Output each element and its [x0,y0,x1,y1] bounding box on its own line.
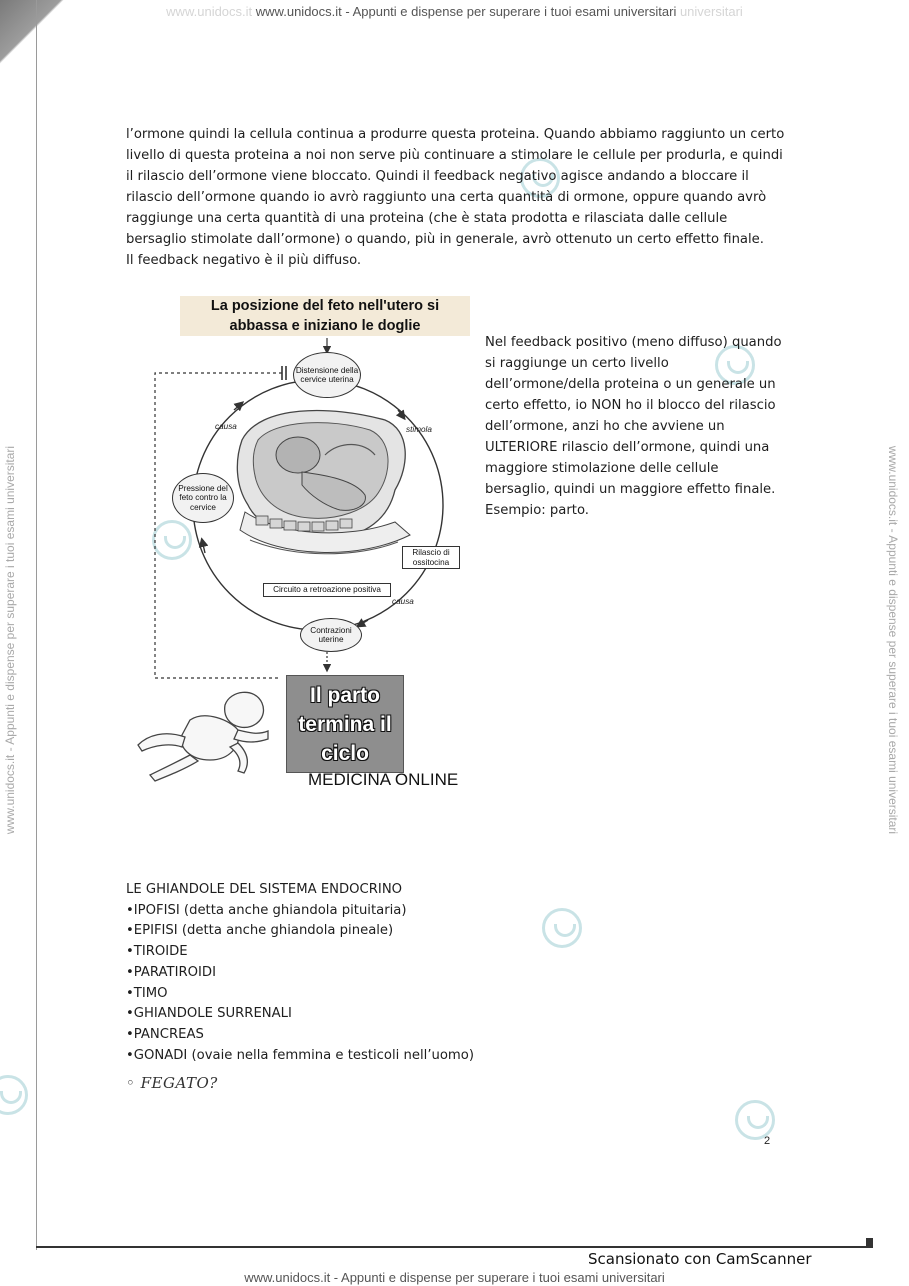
watermark-ghost-left: www.unidocs.it [166,4,253,19]
node-oxytocin-release: Rilascio di ossitocina [402,546,460,569]
gland-item: •PANCREAS [126,1026,204,1042]
label-causa-right: causa [392,597,414,606]
endocrine-glands-section [126,880,626,1066]
paragraph-feedback-positive: Nel feedback positivo (meno diffuso) quando si raggiunge un certo livello dell’ormone/della proteina o un generale un certo effetto, io NON ho il blocco del rilascio dell’ormone, anzi ho che avviene un ULTERIORE rilascio dell’ormone, quindi una maggiore stimolazione delle cellule bersaglio, quindi un maggiore effetto finale. Esempio: parto. [485,335,782,518]
paragraph-negative-most-common: Il feedback negativo è il più diffuso. [126,253,362,268]
scan-edge-line [36,0,37,1250]
label-causa-left: causa [215,422,237,431]
page-number: 2 [764,1135,771,1147]
glands-heading: LE GHIANDOLE DEL SISTEMA ENDOCRINO [126,882,403,897]
gland-item: •EPIFISI (detta anche ghiandola pineale) [126,923,394,939]
watermark-right: www.unidocs.it - Appunti e dispense per superare i tuoi esami universitari [886,445,900,835]
node-fetal-pressure: Pressione del feto contro la cervice [172,473,234,523]
scanner-credit: Scansionato con CamScanner [588,1250,812,1268]
newborn-baby-illustration [130,675,280,785]
watermark-bottom-text: www.unidocs.it - Appunti e dispense per superare i tuoi esami universitari [244,1270,665,1285]
loop-label-box: Circuito a retroazione positiva [263,583,391,597]
gland-item: •IPOFISI (detta anche ghiandola pituitaria) [126,902,407,918]
side-text [485,332,785,521]
gland-item: •PARATIROIDI [126,964,216,980]
watermark-ghost-right: universitari [679,4,743,19]
gland-item: •GONADI (ovaie nella femmina e testicoli nell’uomo) [126,1047,474,1063]
node-uterine-contractions: Contrazioni uterine [300,618,362,652]
gland-item: •TIROIDE [126,944,188,960]
watermark-top [0,4,909,19]
bottom-rule [36,1246,871,1248]
figure-brand: MEDICINA ONLINE [308,770,459,789]
bottom-corner-mark [866,1238,873,1248]
watermark-logo-icon [735,1100,775,1140]
result-box: Il parto termina il ciclo [286,675,404,773]
handwritten-note: ◦ FEGATO? [126,1074,218,1092]
node-cervix-distension: Distensione della cervice uterina [293,352,361,398]
gland-item: •GHIANDOLE SURRENALI [126,1006,292,1022]
label-stimola: stimola [406,425,432,434]
gland-item: •TIMO [126,985,168,1001]
fetus-uterus-illustration [237,410,410,553]
positive-feedback-figure [130,290,475,800]
body-text [126,124,786,271]
glands-list [126,901,626,1067]
paragraph-feedback-negative: l’ormone quindi la cellula continua a produrre questa proteina. Quando abbiamo raggiunto un certo livello di questa proteina a noi non serve più continuare a stimolare le cellule per produrla, e quindi il rilascio dell’ormone viene bloccato. Quindi il feedback negativo agisce andando a bloccare il rilascio dell’ormone quando io avrò raggiunto una certa quantità di ormone, oppure quando avrò raggiunge una certa quantità di una proteina (che è stata prodotta e rilasciata dalle cellule bersaglio stimolate dall’ormone) o quando, più in generale, avrò ottenuto un certo effetto finale. [126,127,785,247]
watermark-logo-icon [0,1075,28,1115]
figure-title: La posizione del feto nell'utero si abbassa e iniziano le doglie [180,296,470,336]
watermark-left: www.unidocs.it - Appunti e dispense per superare i tuoi esami universitari [3,445,17,835]
watermark-bottom [0,1270,909,1285]
watermark-top-text: www.unidocs.it - Appunti e dispense per superare i tuoi esami universitari [255,4,677,19]
